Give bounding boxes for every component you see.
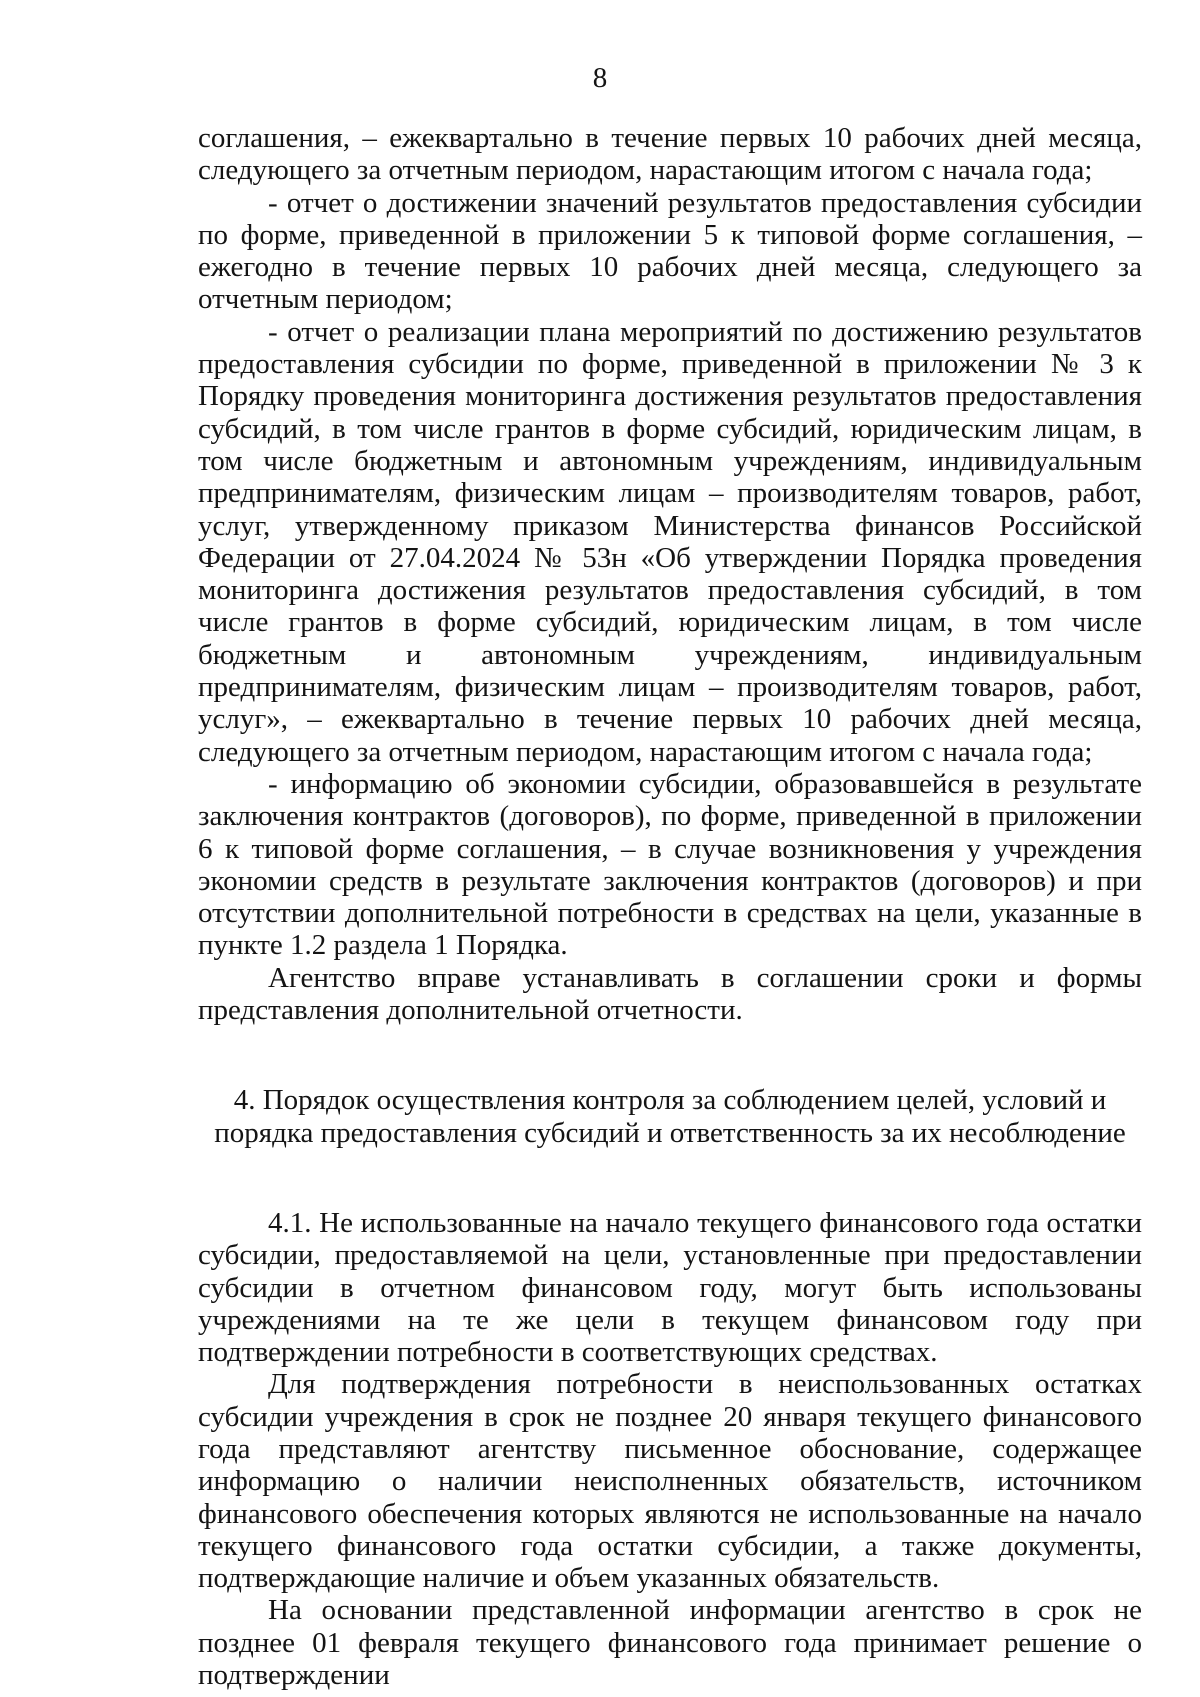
- paragraph-4-1: 4.1. Не использованные на начало текущего финансового года остатки субсидии, предоставляемой на цели, установленные при предоставлении субсидии в отчетном финансовом году, могут быть использованы учреждениями на те же цели в текущем финансовом году при подтверждении потребности в соответствующих средствах.: [198, 1206, 1142, 1369]
- document-body: [198, 122, 1142, 1691]
- paragraph-savings-info: - информацию об экономии субсидии, образовавшейся в результате заключения контрактов (договоров), по форме, приведенной в приложении 6 к типовой форме соглашения, – в случае возникновения у учреждения экономии средств в результате заключения контрактов (договоров) и при отсутствии дополнительной потребности в средствах на цели, указанные в пункте 1.2 раздела 1 Порядка.: [198, 767, 1142, 962]
- paragraph-additional-reporting: Агентство вправе устанавливать в соглашении сроки и формы представления дополнительной отчетности.: [198, 961, 1142, 1027]
- section-heading-line-1: 4. Порядок осуществления контроля за соблюдением целей, условий и: [233, 1084, 1107, 1117]
- paragraph-report-plan: - отчет о реализации плана мероприятий по достижению результатов предоставления субсидии по форме, приведенной в приложении № 3 к Порядку проведения мониторинга достижения результатов предоставления субсидий, в том числе грантов в форме субсидий, юридическим лицам, в том числе бюджетным и автономным учреждениям, индивидуальным предпринимателям, физическим лицам – производителям товаров, работ, услуг, утвержденному приказом Министерства финансов Российской Федерации от 27.04.2024 № 53н «Об утверждении Порядка проведения мониторинга достижения результатов предоставления субсидий, в том числе грантов в форме субсидий, юридическим лицам, в том числе бюджетным и автономным учреждениям, индивидуальным предпринимателям, физическим лицам – производителям товаров, работ, услуг», – ежеквартально в течение первых 10 рабочих дней месяца, следующего за отчетным периодом, нарастающим итогом с начала года;: [198, 315, 1142, 768]
- paragraph-agency-decision: На основании представленной информации агентство в срок не позднее 01 февраля текущего финансового года принимает решение о подтверждении: [198, 1594, 1142, 1692]
- paragraph-continuation: соглашения, – ежеквартально в течение первых 10 рабочих дней месяца, следующего за отчетным периодом, нарастающим итогом с начала года;: [198, 122, 1142, 187]
- section-heading-line-2: порядка предоставления субсидий и ответственность за их несоблюдение: [214, 1116, 1126, 1149]
- page-number: 8: [592, 62, 608, 94]
- section-heading: [198, 1084, 1142, 1149]
- paragraph-confirmation-request: Для подтверждения потребности в неиспользованных остатках субсидии учреждения в срок не позднее 20 января текущего финансового года представляют агентству письменное обоснование, содержащее информацию о наличии неисполненных обязательств, источником финансового обеспечения которых являются не использованные на начало текущего финансового года остатки субсидии, а также документы, подтверждающие наличие и объем указанных обязательств.: [198, 1368, 1142, 1595]
- paragraph-report-results: - отчет о достижении значений результатов предоставления субсидии по форме, приведенной в приложении 5 к типовой форме соглашения, – ежегодно в течение первых 10 рабочих дней месяца, следующего за отчетным периодом;: [198, 186, 1142, 316]
